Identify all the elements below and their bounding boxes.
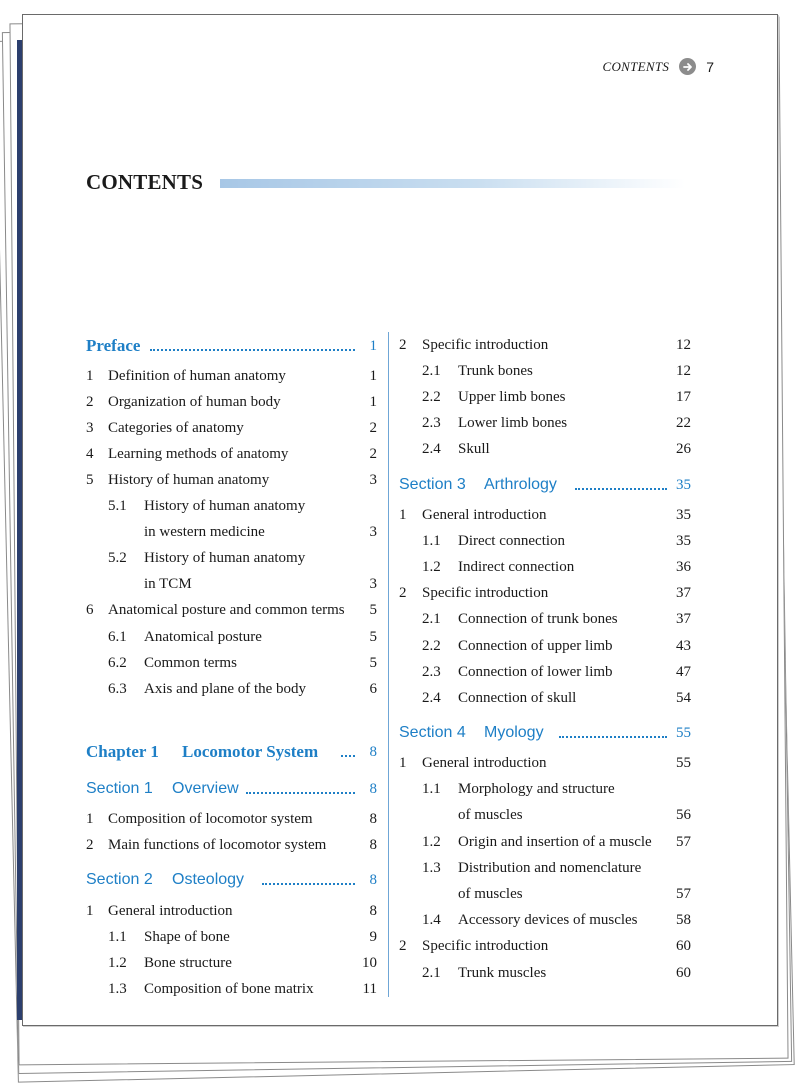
toc-page: 5 (369, 629, 377, 645)
section-label: Section 1 (86, 780, 153, 797)
toc-label: Learning methods of anatomy (108, 446, 289, 462)
toc-num: 4 (86, 446, 94, 462)
toc-num: 2 (399, 337, 407, 353)
toc-section-1[interactable] (86, 780, 377, 798)
toc-num: 2 (399, 585, 407, 601)
toc-page: 6 (369, 681, 377, 697)
toc-label: History of human anatomy (108, 472, 270, 488)
toc-label: Skull (458, 441, 490, 457)
leader-dots (559, 736, 667, 738)
toc-label: Connection of trunk bones (458, 611, 618, 627)
toc-label: Connection of lower limb (458, 664, 613, 680)
toc-num: 5.2 (108, 550, 127, 566)
toc-num: 1 (86, 368, 94, 384)
toc-label: Categories of anatomy (108, 420, 244, 436)
toc-page: 60 (676, 965, 691, 981)
leader-dots (575, 488, 667, 490)
toc-item[interactable] (86, 471, 377, 489)
toc-label: Specific introduction (422, 585, 549, 601)
toc-label: Morphology and structure (458, 781, 615, 797)
toc-page: 3 (369, 576, 377, 592)
toc-page: 12 (676, 363, 691, 379)
toc-label: Main functions of locomotor system (108, 837, 327, 853)
toc-item[interactable] (86, 549, 377, 593)
leader-dots (150, 349, 355, 351)
toc-num: 2.1 (422, 363, 441, 379)
section-label: Section 4 (399, 724, 466, 741)
toc-num: 1.1 (422, 533, 441, 549)
toc-page: 1 (369, 338, 377, 354)
toc-item[interactable] (86, 601, 377, 619)
toc-item[interactable] (399, 336, 691, 354)
toc-num: 5.1 (108, 498, 127, 514)
toc-num: 1.3 (108, 981, 127, 997)
toc-page: 58 (676, 912, 691, 928)
toc-num: 6.3 (108, 681, 127, 697)
toc-label: Shape of bone (144, 929, 230, 945)
leader-dots (341, 755, 355, 757)
column-divider (388, 332, 389, 997)
toc-label: Organization of human body (108, 394, 281, 410)
toc-page: 2 (369, 420, 377, 436)
toc-section-4[interactable] (399, 724, 691, 742)
toc-item[interactable] (399, 584, 691, 602)
toc-num: 2.3 (422, 664, 441, 680)
toc-label: Anatomical posture and common terms (108, 602, 345, 618)
toc-page: 57 (676, 886, 691, 902)
toc-page: 37 (676, 611, 691, 627)
toc-label: General introduction (108, 903, 233, 919)
section-title: Overview (172, 780, 239, 797)
toc-num: 1 (399, 507, 407, 523)
toc-page: 10 (362, 955, 377, 971)
toc-label: Anatomical posture (144, 629, 262, 645)
toc-item[interactable] (86, 810, 377, 828)
toc-label: Composition of locomotor system (108, 811, 313, 827)
toc-label: Definition of human anatomy (108, 368, 286, 384)
toc-label: General introduction (422, 507, 547, 523)
toc-page: 54 (676, 690, 691, 706)
toc-num: 2 (86, 837, 94, 853)
toc-label-cont: in TCM (144, 576, 192, 592)
toc-label: Accessory devices of muscles (458, 912, 638, 928)
toc-num: 3 (86, 420, 94, 436)
toc-label: Axis and plane of the body (144, 681, 307, 697)
toc-num: 1.3 (422, 860, 441, 876)
toc-page: 37 (676, 585, 691, 601)
toc-label-cont: in western medicine (144, 524, 265, 540)
page-number: 7 (706, 58, 714, 75)
toc-label-cont: of muscles (458, 807, 523, 823)
section-title: Myology (484, 724, 544, 741)
chapter-label: Chapter 1 (86, 742, 159, 761)
toc-item[interactable] (86, 419, 377, 437)
toc-num: 1 (86, 903, 94, 919)
arrow-right-icon (679, 58, 696, 75)
toc-page: 22 (676, 415, 691, 431)
toc-label: Distribution and nomenclature (458, 860, 642, 876)
toc-num: 2 (86, 394, 94, 410)
toc-num: 2.3 (422, 415, 441, 431)
toc-label: Indirect connection (458, 559, 575, 575)
toc-num: 2.2 (422, 389, 441, 405)
chapter-title: Locomotor System (182, 742, 319, 761)
toc-item[interactable] (86, 445, 377, 463)
toc-preface-label: Preface (86, 336, 141, 355)
section-label: Section 3 (399, 476, 466, 493)
leader-dots (246, 792, 355, 794)
toc-num: 6 (86, 602, 94, 618)
toc-preface[interactable] (86, 337, 377, 356)
toc-page: 8 (369, 872, 377, 888)
title-gradient-bar (220, 179, 685, 188)
toc-page: 11 (362, 981, 377, 997)
toc-page: 12 (676, 337, 691, 353)
toc-num: 1.1 (422, 781, 441, 797)
toc-page: 3 (369, 524, 377, 540)
toc-page: 2 (369, 446, 377, 462)
toc-item[interactable] (86, 393, 377, 411)
toc-label: Specific introduction (422, 337, 549, 353)
toc-page: 8 (369, 903, 377, 919)
toc-num: 1.2 (422, 559, 441, 575)
toc-label: Common terms (144, 655, 237, 671)
toc-num: 2 (399, 938, 407, 954)
toc-page: 35 (676, 477, 691, 493)
section-label: Section 2 (86, 871, 153, 888)
section-title: Arthrology (484, 476, 557, 493)
toc-item[interactable] (86, 497, 377, 541)
toc-page: 56 (676, 807, 691, 823)
leader-dots (262, 883, 355, 885)
toc-chapter-1[interactable] (86, 743, 377, 762)
toc-item[interactable] (86, 367, 377, 385)
toc-num: 1.4 (422, 912, 441, 928)
toc-num: 1.2 (108, 955, 127, 971)
toc-page: 55 (676, 755, 691, 771)
toc-label: Connection of upper limb (458, 638, 613, 654)
toc-num: 2.2 (422, 638, 441, 654)
toc-page: 57 (676, 834, 691, 850)
toc-page: 1 (369, 394, 377, 410)
toc-num: 1 (86, 811, 94, 827)
toc-num: 2.1 (422, 965, 441, 981)
contents-title-row (86, 170, 203, 195)
toc-num: 2.1 (422, 611, 441, 627)
toc-item[interactable] (86, 902, 377, 920)
toc-num: 1 (399, 755, 407, 771)
toc-page: 9 (369, 929, 377, 945)
toc-page: 60 (676, 938, 691, 954)
toc-num: 2.4 (422, 441, 441, 457)
toc-page: 1 (369, 368, 377, 384)
toc-label: Origin and insertion of a muscle (458, 834, 652, 850)
toc-page: 8 (369, 837, 377, 853)
toc-label: Connection of skull (458, 690, 577, 706)
toc-num: 5 (86, 472, 94, 488)
toc-page: 17 (676, 389, 691, 405)
toc-num: 2.4 (422, 690, 441, 706)
toc-num: 6.1 (108, 629, 127, 645)
toc-page: 3 (369, 472, 377, 488)
toc-label: Bone structure (144, 955, 232, 971)
toc-label: Composition of bone matrix (144, 981, 314, 997)
toc-item[interactable] (399, 754, 691, 772)
page-title: CONTENTS (86, 170, 204, 194)
section-title: Osteology (172, 871, 245, 888)
toc-label: History of human anatomy (144, 550, 306, 566)
toc-label: General introduction (422, 755, 547, 771)
toc-page: 35 (676, 507, 691, 523)
toc-num: 1.1 (108, 929, 127, 945)
toc-label: Trunk muscles (458, 965, 547, 981)
toc-page: 55 (676, 725, 691, 741)
toc-page: 8 (369, 744, 377, 760)
toc-item[interactable] (399, 780, 691, 824)
toc-label: Specific introduction (422, 938, 549, 954)
toc-page: 8 (369, 781, 377, 797)
running-head-label: CONTENTS (602, 58, 670, 74)
toc-page: 36 (676, 559, 691, 575)
toc-num: 6.2 (108, 655, 127, 671)
toc-label: Lower limb bones (458, 415, 568, 431)
toc-label: History of human anatomy (144, 498, 306, 514)
toc-page: 43 (676, 638, 691, 654)
toc-item[interactable] (399, 859, 691, 903)
toc-page: 35 (676, 533, 691, 549)
toc-page: 5 (369, 602, 377, 618)
toc-page: 47 (676, 664, 691, 680)
toc-section-3[interactable] (399, 476, 691, 494)
toc-label: Upper limb bones (458, 389, 566, 405)
toc-label-cont: of muscles (458, 886, 523, 902)
toc-item[interactable] (399, 937, 691, 955)
toc-page: 8 (369, 811, 377, 827)
toc-page: 26 (676, 441, 691, 457)
toc-num: 1.2 (422, 834, 441, 850)
toc-section-2[interactable] (86, 871, 377, 889)
toc-label: Trunk bones (458, 363, 533, 379)
running-head (603, 58, 715, 75)
toc-item[interactable] (399, 506, 691, 524)
toc-label: Direct connection (458, 533, 566, 549)
toc-page: 5 (369, 655, 377, 671)
toc-item[interactable] (86, 836, 377, 854)
